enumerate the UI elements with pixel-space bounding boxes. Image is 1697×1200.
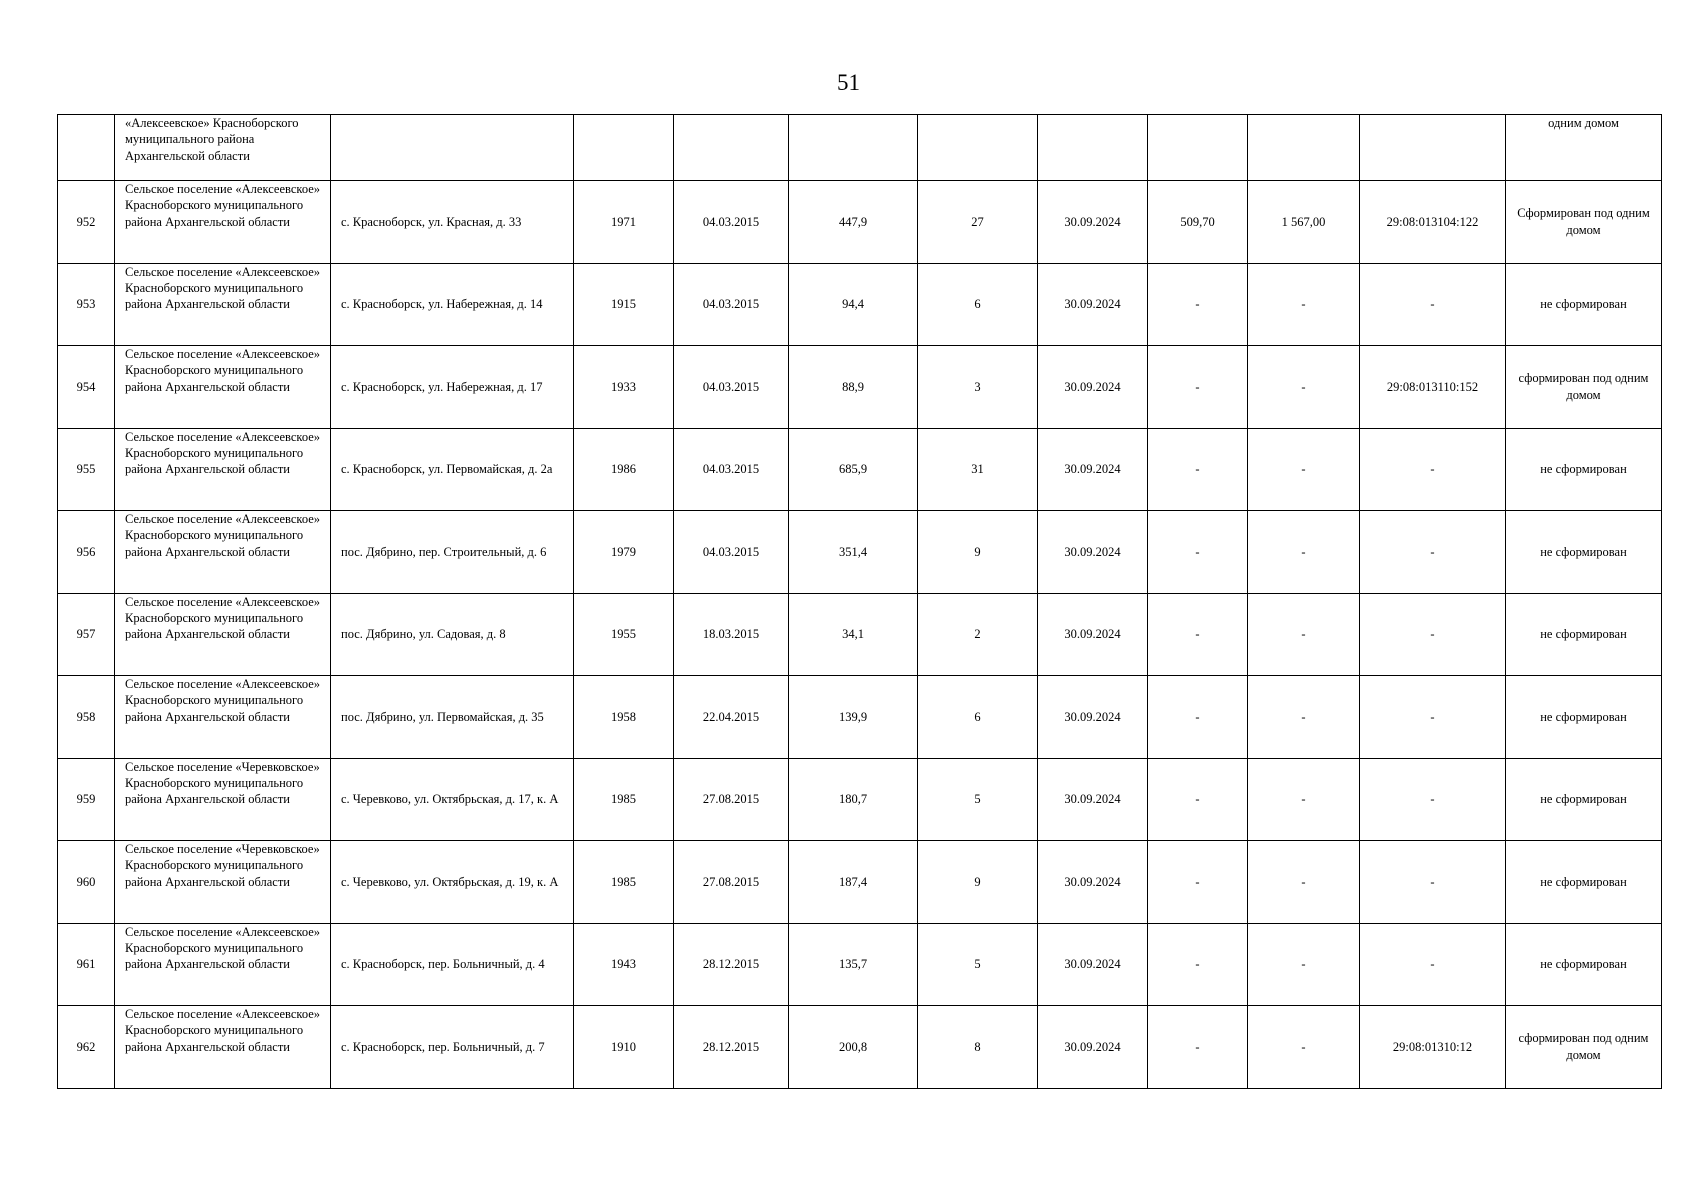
cell-num — [58, 115, 115, 181]
cell-residents: 6 — [918, 676, 1038, 759]
cell-municipality: Сельское поселение «Черевковское» Красноборского муниципального района Архангельской области — [115, 841, 331, 924]
table-row — [58, 1006, 1662, 1089]
cell-municipality: «Алексеевское» Красноборского муниципального района Архангельской области — [115, 115, 331, 181]
cell-status: сформирован под одним домом — [1506, 346, 1662, 429]
cell-year: 1910 — [574, 1006, 674, 1089]
cell-area: 139,9 — [789, 676, 918, 759]
cell-address: с. Красноборск, ул. Первомайская, д. 2а — [331, 428, 574, 511]
cell-municipality: Сельское поселение «Алексеевское» Красноборского муниципального района Архангельской области — [115, 923, 331, 1006]
table-row — [58, 676, 1662, 759]
cell-date: 04.03.2015 — [674, 511, 789, 594]
cell-residents: 3 — [918, 346, 1038, 429]
cell-municipality: Сельское поселение «Алексеевское» Красноборского муниципального района Архангельской области — [115, 676, 331, 759]
cell-col9: 509,70 — [1148, 181, 1248, 264]
cell-date: 04.03.2015 — [674, 346, 789, 429]
cell-deadline: 30.09.2024 — [1038, 676, 1148, 759]
cell-date: 28.12.2015 — [674, 1006, 789, 1089]
cell-col9: - — [1148, 676, 1248, 759]
cell-cadastral: - — [1360, 676, 1506, 759]
cell-deadline: 30.09.2024 — [1038, 923, 1148, 1006]
cell-num: 959 — [58, 758, 115, 841]
cell-status: не сформирован — [1506, 923, 1662, 1006]
cell-date: 04.03.2015 — [674, 263, 789, 346]
cell-num: 955 — [58, 428, 115, 511]
cell-address: с. Красноборск, ул. Набережная, д. 17 — [331, 346, 574, 429]
cell-status: сформирован под одним домом — [1506, 1006, 1662, 1089]
cell-area: 88,9 — [789, 346, 918, 429]
cell-municipality: Сельское поселение «Алексеевское» Красноборского муниципального района Архангельской области — [115, 1006, 331, 1089]
cell-deadline: 30.09.2024 — [1038, 841, 1148, 924]
cell-address: с. Красноборск, пер. Больничный, д. 7 — [331, 1006, 574, 1089]
cell-area: 94,4 — [789, 263, 918, 346]
table-row — [58, 181, 1662, 264]
cell-num: 956 — [58, 511, 115, 594]
cell-area: 187,4 — [789, 841, 918, 924]
cell-year: 1915 — [574, 263, 674, 346]
cell-deadline: 30.09.2024 — [1038, 181, 1148, 264]
cell-municipality: Сельское поселение «Алексеевское» Красноборского муниципального района Архангельской области — [115, 346, 331, 429]
cell-col9: - — [1148, 428, 1248, 511]
cell-status: не сформирован — [1506, 593, 1662, 676]
carry-over-row — [58, 115, 1662, 181]
table-row — [58, 841, 1662, 924]
cell-cadastral: 29:08:01310:12 — [1360, 1006, 1506, 1089]
cell-residents: 27 — [918, 181, 1038, 264]
cell-year — [574, 115, 674, 181]
cell-address: с. Черевково, ул. Октябрьская, д. 17, к. А — [331, 758, 574, 841]
cell-date: 27.08.2015 — [674, 758, 789, 841]
cell-municipality: Сельское поселение «Алексеевское» Красноборского муниципального района Архангельской области — [115, 181, 331, 264]
cell-area: 685,9 — [789, 428, 918, 511]
table-row — [58, 346, 1662, 429]
cell-col10: - — [1248, 841, 1360, 924]
cell-status: не сформирован — [1506, 263, 1662, 346]
cell-municipality: Сельское поселение «Черевковское» Красноборского муниципального района Архангельской области — [115, 758, 331, 841]
cell-date: 04.03.2015 — [674, 181, 789, 264]
cell-address: пос. Дябрино, ул. Садовая, д. 8 — [331, 593, 574, 676]
cell-cadastral — [1360, 115, 1506, 181]
cell-cadastral: - — [1360, 758, 1506, 841]
cell-year: 1979 — [574, 511, 674, 594]
cell-address — [331, 115, 574, 181]
cell-deadline: 30.09.2024 — [1038, 593, 1148, 676]
cell-residents: 6 — [918, 263, 1038, 346]
page-number: 51 — [837, 70, 860, 95]
cell-date: 28.12.2015 — [674, 923, 789, 1006]
cell-address: пос. Дябрино, пер. Строительный, д. 6 — [331, 511, 574, 594]
cell-residents: 5 — [918, 758, 1038, 841]
table-body — [58, 115, 1662, 1089]
cell-year: 1958 — [574, 676, 674, 759]
cell-deadline: 30.09.2024 — [1038, 263, 1148, 346]
cell-deadline: 30.09.2024 — [1038, 511, 1148, 594]
table-row — [58, 593, 1662, 676]
cell-year: 1985 — [574, 758, 674, 841]
cell-area: 135,7 — [789, 923, 918, 1006]
cell-cadastral: - — [1360, 841, 1506, 924]
cell-year: 1985 — [574, 841, 674, 924]
cell-date: 04.03.2015 — [674, 428, 789, 511]
cell-cadastral: - — [1360, 263, 1506, 346]
cell-col10: - — [1248, 1006, 1360, 1089]
cell-residents: 31 — [918, 428, 1038, 511]
cell-col10: - — [1248, 428, 1360, 511]
cell-col9: - — [1148, 1006, 1248, 1089]
cell-residents: 9 — [918, 511, 1038, 594]
cell-area: 351,4 — [789, 511, 918, 594]
cell-status: не сформирован — [1506, 676, 1662, 759]
cell-col10: - — [1248, 511, 1360, 594]
cell-deadline: 30.09.2024 — [1038, 346, 1148, 429]
cell-area: 447,9 — [789, 181, 918, 264]
cell-address: с. Красноборск, пер. Больничный, д. 4 — [331, 923, 574, 1006]
cell-col9: - — [1148, 511, 1248, 594]
cell-num: 952 — [58, 181, 115, 264]
cell-date: 18.03.2015 — [674, 593, 789, 676]
cell-status: не сформирован — [1506, 428, 1662, 511]
cell-address: с. Красноборск, ул. Красная, д. 33 — [331, 181, 574, 264]
cell-status: не сформирован — [1506, 758, 1662, 841]
cell-year: 1955 — [574, 593, 674, 676]
cell-deadline: 30.09.2024 — [1038, 1006, 1148, 1089]
cell-residents — [918, 115, 1038, 181]
cell-residents: 5 — [918, 923, 1038, 1006]
cell-status: не сформирован — [1506, 841, 1662, 924]
cell-address: с. Красноборск, ул. Набережная, д. 14 — [331, 263, 574, 346]
cell-address: с. Черевково, ул. Октябрьская, д. 19, к. А — [331, 841, 574, 924]
cell-col9: - — [1148, 263, 1248, 346]
cell-area: 34,1 — [789, 593, 918, 676]
cell-residents: 2 — [918, 593, 1038, 676]
cell-col10: - — [1248, 263, 1360, 346]
cell-municipality: Сельское поселение «Алексеевское» Красноборского муниципального района Архангельской области — [115, 263, 331, 346]
cell-col10: - — [1248, 923, 1360, 1006]
cell-residents: 9 — [918, 841, 1038, 924]
table-row — [58, 511, 1662, 594]
cell-cadastral: - — [1360, 428, 1506, 511]
cell-area: 180,7 — [789, 758, 918, 841]
cell-date — [674, 115, 789, 181]
cell-num: 962 — [58, 1006, 115, 1089]
cell-year: 1986 — [574, 428, 674, 511]
table-row — [58, 428, 1662, 511]
cell-year: 1943 — [574, 923, 674, 1006]
cell-cadastral: 29:08:013110:152 — [1360, 346, 1506, 429]
cell-area: 200,8 — [789, 1006, 918, 1089]
cell-year: 1933 — [574, 346, 674, 429]
cell-municipality: Сельское поселение «Алексеевское» Красноборского муниципального района Архангельской области — [115, 428, 331, 511]
cell-col10: - — [1248, 758, 1360, 841]
cell-municipality: Сельское поселение «Алексеевское» Красноборского муниципального района Архангельской области — [115, 511, 331, 594]
cell-deadline: 30.09.2024 — [1038, 758, 1148, 841]
cell-municipality: Сельское поселение «Алексеевское» Красноборского муниципального района Архангельской области — [115, 593, 331, 676]
cell-num: 953 — [58, 263, 115, 346]
cell-date: 22.04.2015 — [674, 676, 789, 759]
cell-cadastral: - — [1360, 593, 1506, 676]
cell-address: пос. Дябрино, ул. Первомайская, д. 35 — [331, 676, 574, 759]
cell-col10: - — [1248, 593, 1360, 676]
cell-cadastral: - — [1360, 511, 1506, 594]
cell-col9: - — [1148, 593, 1248, 676]
cell-status: не сформирован — [1506, 511, 1662, 594]
housing-registry-table — [57, 114, 1662, 1089]
cell-num: 961 — [58, 923, 115, 1006]
cell-cadastral: 29:08:013104:122 — [1360, 181, 1506, 264]
cell-deadline: 30.09.2024 — [1038, 428, 1148, 511]
cell-num: 957 — [58, 593, 115, 676]
cell-status: Сформирован под одним домом — [1506, 181, 1662, 264]
cell-status: одним домом — [1506, 115, 1662, 181]
cell-col10: - — [1248, 346, 1360, 429]
cell-num: 958 — [58, 676, 115, 759]
cell-num: 954 — [58, 346, 115, 429]
cell-col10 — [1248, 115, 1360, 181]
cell-col9 — [1148, 115, 1248, 181]
cell-col10: - — [1248, 676, 1360, 759]
cell-residents: 8 — [918, 1006, 1038, 1089]
cell-col9: - — [1148, 923, 1248, 1006]
cell-col9: - — [1148, 346, 1248, 429]
cell-year: 1971 — [574, 181, 674, 264]
cell-num: 960 — [58, 841, 115, 924]
cell-col10: 1 567,00 — [1248, 181, 1360, 264]
table-row — [58, 923, 1662, 1006]
cell-col9: - — [1148, 841, 1248, 924]
cell-date: 27.08.2015 — [674, 841, 789, 924]
cell-cadastral: - — [1360, 923, 1506, 1006]
table-row — [58, 263, 1662, 346]
cell-deadline — [1038, 115, 1148, 181]
table-row — [58, 758, 1662, 841]
cell-area — [789, 115, 918, 181]
cell-col9: - — [1148, 758, 1248, 841]
